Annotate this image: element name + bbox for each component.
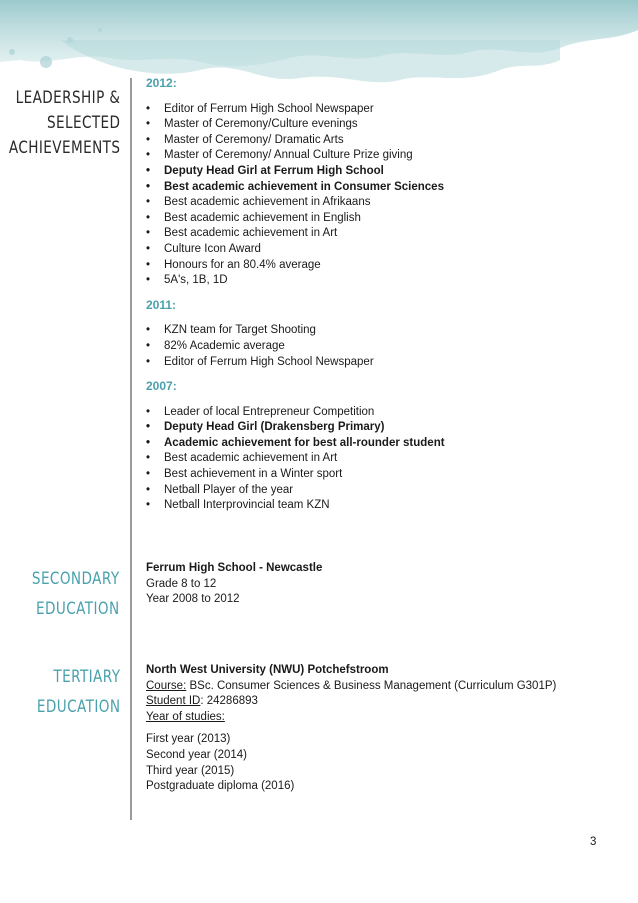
year-heading: 2011: (146, 297, 177, 312)
achievement-item: • Honours for an 80.4% average (146, 258, 445, 274)
heading-secondary-education (32, 564, 120, 624)
study-year: Second year (2014) (146, 748, 248, 761)
vertical-divider (130, 78, 132, 820)
achievement-item: • Editor of Ferrum High School Newspaper (146, 355, 445, 371)
course-line (146, 679, 556, 695)
student-id-value: : 24286893 (200, 695, 258, 708)
achievement-item: • Netball Player of the year (146, 483, 445, 499)
heading-line: TERTIARY (52, 667, 120, 687)
achievement-item: • Best achievement in a Winter sport (146, 467, 445, 483)
years-of-study-label: Year of studies: (146, 710, 225, 723)
heading-line: SECONDARY (32, 569, 120, 589)
achievement-item: • Master of Ceremony/Culture evenings (146, 117, 445, 133)
achievements-list (146, 76, 445, 514)
school-name: Ferrum High School - Newcastle (146, 562, 323, 574)
secondary-education-block (146, 561, 322, 608)
achievement-item: • 5A's, 1B, 1D (146, 273, 445, 289)
achievement-item: • Culture Icon Award (146, 242, 445, 258)
grade-range: Grade 8 to 12 (146, 577, 217, 590)
heading-leadership (8, 86, 120, 161)
heading-line: SELECTED (46, 113, 120, 133)
heading-line: EDUCATION (36, 599, 120, 619)
course-label: Course: (146, 679, 187, 692)
achievement-item: • Best academic achievement in Art (146, 451, 445, 467)
study-year: Third year (2015) (146, 764, 235, 777)
heading-line: EDUCATION (36, 697, 120, 717)
achievement-item: • Deputy Head Girl (Drakensberg Primary) (146, 420, 445, 436)
achievement-item: • Best academic achievement in Art (146, 226, 445, 242)
achievement-item: • Deputy Head Girl at Ferrum High School (146, 164, 445, 180)
achievement-item: • Master of Ceremony/ Dramatic Arts (146, 133, 445, 149)
achievement-item: • Academic achievement for best all-rounder student (146, 436, 445, 452)
achievement-item: • KZN team for Target Shooting (146, 323, 445, 339)
study-year: Postgraduate diploma (2016) (146, 780, 295, 793)
achievement-group-2011 (146, 323, 445, 370)
achievement-item: • Best academic achievement in Afrikaans (146, 195, 445, 211)
student-id-line (146, 694, 556, 710)
year-heading: 2012: (146, 76, 177, 90)
achievement-item: • Best academic achievement in Consumer Sciences (146, 180, 445, 196)
achievement-group-2012 (146, 102, 445, 289)
year-range: Year 2008 to 2012 (146, 593, 240, 606)
course-value: BSc. Consumer Sciences & Business Management (Curriculum G301P) (186, 679, 557, 692)
achievement-item: • Best academic achievement in English (146, 211, 445, 227)
year-heading: 2007: (146, 379, 177, 394)
student-id-label: Student ID (146, 695, 201, 708)
achievement-item: • 82% Academic average (146, 339, 445, 355)
heading-tertiary-education (36, 662, 120, 722)
achievement-item: • Leader of local Entrepreneur Competition (146, 405, 445, 421)
achievement-group-2007 (146, 405, 445, 514)
tertiary-education-block (146, 663, 556, 795)
heading-line: LEADERSHIP & (15, 88, 120, 108)
achievement-item: • Netball Interprovincial team KZN (146, 498, 445, 514)
achievement-item: • Editor of Ferrum High School Newspaper (146, 102, 445, 118)
study-year: First year (2013) (146, 733, 231, 746)
achievement-item: • Master of Ceremony/ Annual Culture Prize giving (146, 148, 445, 164)
heading-line: ACHIEVEMENTS (8, 138, 120, 158)
page-number: 3 (590, 836, 597, 848)
university-name: North West University (NWU) Potchefstroom (146, 664, 389, 676)
study-years-list (146, 732, 556, 794)
